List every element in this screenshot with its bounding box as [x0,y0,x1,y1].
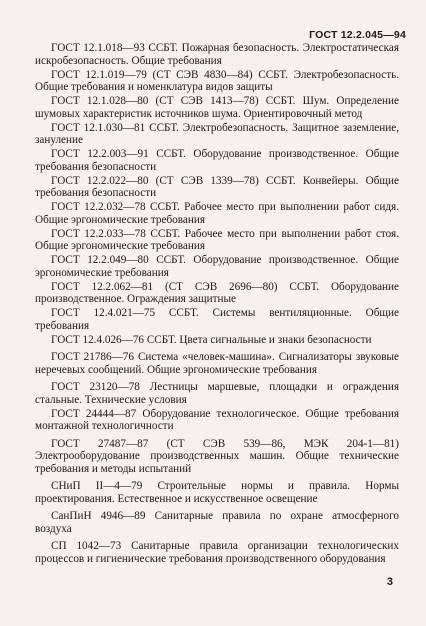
reference-item: ГОСТ 12.2.022—80 (СТ СЭВ 1339—78) ССБТ. Конвейеры. Общие требования безопасности [35,174,399,199]
page-number: 3 [386,576,393,588]
reference-item: ГОСТ 12.1.028—80 (СТ СЭВ 1413—78) ССБТ. Шум. Определение шумовых характеристик источников шума. Ориентировочный метод [35,95,399,120]
normative-references-list [35,42,399,567]
reference-item: СП 1042—73 Санитарные правила организации технологических процессов и гигиенические требования производственного оборудования [35,540,399,565]
reference-item: ГОСТ 24444—87 Оборудование технологическое. Общие требования монтажной технологичности [35,407,399,432]
reference-item: ГОСТ 12.2.033—78 ССБТ. Рабочее место при выполнении работ стоя. Общие эргономические требования [35,227,399,252]
reference-item: ГОСТ 12.4.026—76 ССБТ. Цвета сигнальные и знаки безопасности [51,333,372,346]
reference-item: ГОСТ 12.2.049—80 ССБТ. Оборудование производственное. Общие эргономические требования [35,254,399,279]
reference-item: ГОСТ 12.4.021—75 ССБТ. Системы вентиляционные. Общие требования [35,307,399,332]
reference-item: ГОСТ 12.2.003—91 ССБТ. Оборудование производственное. Общие требования безопасности [35,148,399,173]
reference-item: СНиП II—4—79 Строительные нормы и правила. Нормы проектирования. Естественное и искусственное освещение [35,480,399,505]
reference-item: ГОСТ 27487—87 (СТ СЭВ 539—86, МЭК 204-1—81) Электрооборудование производственных машин. Общие технические требования и методы испытаний [35,437,399,475]
reference-item: ГОСТ 12.2.062—81 (СТ СЭВ 2696—80) ССБТ. Оборудование производственное. Ограждения защитные [35,280,399,305]
reference-item: СанПиН 4946—89 Санитарные правила по охране атмосферного воздуха [35,510,399,535]
document-code-header: ГОСТ 12.2.045—94 [309,29,406,41]
reference-item: ГОСТ 23120—78 Лестницы маршевые, площадки и ограждения стальные. Технические условия [35,381,399,406]
reference-item: ГОСТ 12.1.030—81 ССБТ. Электробезопасность. Защитное заземление, зануление [35,121,399,146]
reference-item: ГОСТ 21786—76 Система «человек-машина». Сигнализаторы звуковые неречевых сообщений. Общие эргономические требования [35,351,399,376]
reference-item: ГОСТ 12.1.018—93 ССБТ. Пожарная безопасность. Электростатическая искробезопасность. Общие требования [35,42,399,67]
reference-item: ГОСТ 12.2.032—78 ССБТ. Рабочее место при выполнении работ сидя. Общие эргономические требования [35,201,399,226]
reference-item: ГОСТ 12.1.019—79 (СТ СЭВ 4830—84) ССБТ. Электробезопасность. Общие требования и номенклатура видов защиты [35,68,399,93]
